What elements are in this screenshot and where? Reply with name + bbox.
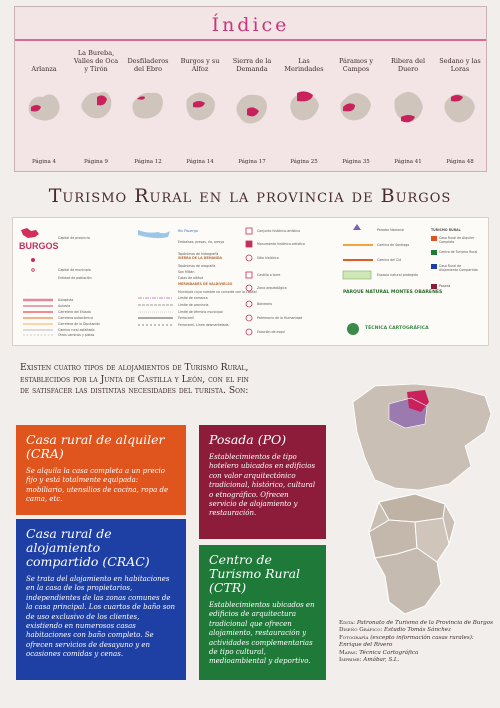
index-entry-label: Ribera del Duero (390, 57, 426, 73)
index-entry-page: Página 4 (31, 159, 57, 165)
page-title: Turismo Rural en la provincia de Burgos (48, 185, 452, 207)
legend-item: Parador Nacional (377, 228, 405, 232)
burgos-province-icon (21, 228, 39, 238)
legend-item: Topónimos de orografía (178, 264, 216, 268)
intro-line-3: de satisfacer las distintas necesidades del turista. Son: (20, 385, 249, 396)
index-entry[interactable] (331, 47, 381, 165)
legend-item: Patrimonio de la Humanidad (257, 316, 303, 320)
region-highlight (137, 96, 145, 99)
legend-item: Posada (439, 284, 451, 288)
credit-value: Técnica Cartográfica (359, 649, 419, 656)
legend-item: Espacio natural protegido (377, 273, 418, 277)
legend-item: Carretera del Estado (58, 310, 91, 314)
index-entry[interactable] (227, 47, 277, 165)
province-silhouette (132, 93, 163, 119)
legend-item: Límite de comarca (178, 296, 208, 300)
card-crac-title: Casa rural de alojamiento compartido (CRAC) (26, 526, 150, 569)
index-entry[interactable] (71, 47, 121, 165)
index-entry-page: Página 14 (186, 159, 214, 165)
index-title: Índice (211, 14, 290, 36)
parador-icon (353, 224, 361, 230)
province-silhouette (81, 92, 111, 118)
index-entry-page: Página 35 (342, 159, 370, 165)
legend-item: Capital de provincia (58, 236, 90, 240)
legend-item: PARQUE NATURAL MONTES OBARENES (343, 290, 443, 295)
legend-item: Estación de esquí (257, 330, 286, 334)
credit-value: (excepto información casas rurales): Enrique del Rivero (339, 634, 474, 649)
card-ctr-title: Centro de Turismo Rural (CTR) (209, 552, 301, 595)
index-entry-label: Desfiladeros del Ebro (127, 57, 169, 73)
credit-line (339, 650, 494, 657)
burgos-province-map (369, 494, 455, 614)
heritage-icons (246, 228, 252, 335)
legend-item: Capital de municipio (58, 268, 91, 272)
legend-item: Límite de provincia (178, 303, 209, 307)
credit-line (339, 635, 494, 650)
legend-item: Sitio histórico (257, 256, 279, 260)
index-entry-page: Página 25 (290, 159, 318, 165)
index-entry[interactable] (175, 47, 225, 165)
legend-item: Autopista (58, 298, 74, 302)
credit-key: Edita: (339, 620, 357, 626)
legend-item: SIERRA DE LA DEMANDA (178, 256, 222, 260)
brand-name: TÉCNICA CARTOGRÁFICA (365, 326, 429, 331)
card-crac-text: Se trata del alojamiento en habitaciones en la casa de los propietarios, independientes de las zonas comunes de la casa principal. Los cuartos de baño son de uso exclusivo de los clientes, existiendo en numerosos casas habitaciones con baño completo. Se ofrecen servicios de desayuno y en ocasiones comidas y cenas. (26, 575, 176, 659)
index-entry-map (435, 81, 485, 131)
index-entry-label: Páramos y Campos (338, 57, 374, 73)
region-highlight (401, 115, 415, 122)
index-entry-label: Sedano y las Loras (439, 57, 481, 73)
legend-item: Límite de término municipal (178, 310, 223, 314)
legend-item: Castillo o torre (257, 273, 281, 277)
index-entry-map (71, 81, 121, 131)
legend-item: Casa Rural de Alojamiento Compartido (439, 264, 478, 272)
tecnica-cartografica-logo (347, 323, 359, 335)
index-entry-page: Página 12 (134, 159, 162, 165)
legend-item: Entidad de población (58, 276, 92, 280)
maps-illustration (345, 362, 495, 617)
capital-municipio-icon (31, 258, 35, 262)
card-crac (16, 519, 186, 680)
legend-item: Otros caminos y pistas (58, 333, 95, 337)
index-entry-label: La Bureba, Valles de Oca y Tirón (73, 49, 119, 73)
index-entry-label: Burgos y su Alfoz (180, 57, 220, 73)
embalse-icon (138, 230, 170, 238)
legend-item: Centro de Turismo Rural (439, 250, 478, 254)
legend-item: Camino de Santiago (377, 243, 410, 247)
legend-item: Monumento histórico-artístico (257, 242, 305, 246)
legend-item: TURISMO RURAL (431, 228, 461, 232)
legend-item: Balneario (257, 302, 273, 306)
index-entry-page: Página 17 (238, 159, 266, 165)
index-entry[interactable] (383, 47, 433, 165)
index-entry-map (175, 81, 225, 131)
legend-item: Zona arqueológica (257, 286, 287, 290)
index-entry-label: Arlanza (31, 65, 57, 73)
card-po-text: Establecimientos de tipo hotelero ubicados en edificios con valor arquitectónico tradicional, histórico, cultural o etnográfico. Ofrecen servicio de alojamiento y restauración. (209, 453, 316, 518)
index-entry-page: Página 41 (394, 159, 422, 165)
card-ctr (199, 545, 326, 680)
legend-item: San Millán (178, 270, 195, 274)
credit-value: Amábar, S.L. (363, 657, 400, 664)
credit-key: Mapas: (339, 649, 360, 656)
entidad-icon (32, 269, 35, 272)
intro-line-2: establecidos por la Junta de Castilla y León, con el fin (20, 373, 249, 385)
credit-line (339, 657, 494, 664)
card-po (199, 425, 326, 539)
legend-item: Autovía (58, 304, 71, 308)
map-legend (12, 217, 489, 346)
card-cra-title: Casa rural de alquiler (CRA) (26, 432, 165, 461)
intro-text (20, 362, 342, 397)
credit-key: Imprime: (339, 657, 364, 664)
legend-item: Camino rural asfaltado (58, 328, 95, 332)
credit-key: Fotografía (339, 634, 371, 641)
legend-item: Municipio cuya nombre no coincide con la capital (178, 290, 257, 294)
legend-province-name: BURGOS (19, 241, 59, 251)
index-entry-map (331, 81, 381, 131)
legend-item: Topónimos de hidrografía (178, 252, 219, 256)
legend-item: Embalses, presas, río, arroyo (178, 240, 225, 244)
credit-line (339, 627, 494, 634)
legend-item: MERINDADES DE VALDIVIELSO (178, 282, 233, 286)
index-entry-map (19, 81, 69, 131)
index-entry[interactable] (123, 47, 173, 165)
legend-item: Cotas de altitud (178, 276, 204, 280)
card-po-title: Posada (PO) (209, 432, 287, 447)
index-divider (15, 39, 486, 41)
index-entry-page: Página 9 (83, 159, 109, 165)
index-entry-map (123, 81, 173, 131)
legend-item: Ferrocarril (178, 316, 195, 320)
credits (339, 620, 494, 664)
index-entry[interactable] (279, 47, 329, 165)
legend-item: Conjunto histórico-artístico (257, 229, 301, 233)
index-panel (14, 6, 487, 172)
index-entry[interactable] (435, 47, 485, 165)
card-ctr-text: Establecimientos ubicados en edificios de arquitectura tradicional que ofrecen alojamiento, restauración y actividades complementarias de tipo cultural, medioambiental y deportivo. (209, 601, 315, 666)
index-entry-map (383, 81, 433, 131)
legend-item: Río Pisuerga (178, 229, 198, 233)
index-entry[interactable] (19, 47, 69, 165)
index-entry-label: Las Merindades (284, 57, 324, 73)
index-entry-page: Página 48 (446, 159, 474, 165)
espacio-natural-icon (343, 271, 371, 279)
turismo-rural-icons (431, 236, 437, 289)
card-cra-text: Se alquila la casa completa a un precio fijo y está totalmente equipada: mobiliario, utensilios de cocina, ropa de cama, etc. (26, 467, 169, 504)
legend-item: Camino del Cid (377, 258, 402, 262)
legend-item: Carretera de la Diputación (58, 322, 101, 326)
index-entry-label: Sierra de la Demanda (232, 57, 272, 73)
credit-value: Estudio Tomás Sánchez (384, 627, 452, 634)
card-cra (16, 425, 186, 515)
intro-line-1: Existen cuatro tipos de alojamientos de Turismo Rural, (20, 362, 249, 373)
legend-item: Carretera autonómica (58, 316, 93, 320)
credit-value: Patronato de Turismo de la Provincia de Burgos (356, 620, 493, 626)
credit-key: Diseño Gráfico: (339, 627, 385, 634)
legend-item: Casa Rural de Alquiler Completo (439, 236, 475, 244)
index-entry-map (279, 81, 329, 131)
legend-item: Ferrocarril. Línea desmantelada. (178, 323, 230, 327)
index-entry-map (227, 81, 277, 131)
